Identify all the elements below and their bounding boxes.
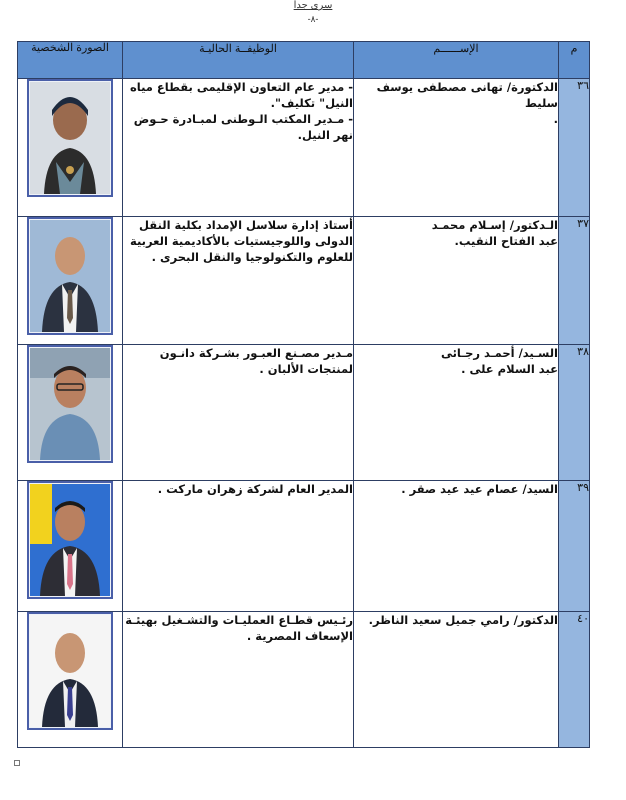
job-line: - مـدير المكتب الـوطنى لمبـادرة حـوض (133, 112, 353, 126)
job-line: لمنتجات الألبان . (259, 362, 353, 376)
job-line: المدير العام لشركة زهران ماركت . (157, 482, 353, 496)
name-cell (354, 345, 559, 481)
table-row (18, 612, 590, 748)
column-header-number: م (559, 42, 590, 79)
classification-label: سرى جدا (293, 0, 333, 11)
name-line: عبد السلام على . (461, 362, 558, 376)
portrait-photo (27, 345, 113, 463)
job-line: الإسعاف المصرية . (246, 629, 353, 643)
portrait-man-icon (30, 220, 110, 332)
portrait-man-icon (30, 615, 110, 727)
row-number: ٣٦ (559, 79, 590, 217)
portrait-photo (27, 481, 113, 599)
portrait-woman-icon (30, 82, 110, 194)
name-cell (354, 79, 559, 217)
name-line: السـيد/ أحمـد رجـائى (440, 346, 558, 360)
job-cell (123, 345, 354, 481)
table-header-row (18, 42, 590, 79)
name-line: عبد الفتاح النقيب. (454, 234, 558, 248)
name-line: . (553, 112, 558, 126)
name-cell (354, 481, 559, 612)
corner-mark (14, 760, 20, 766)
job-cell (123, 217, 354, 345)
row-number: ٣٩ (559, 481, 590, 612)
table-row (18, 345, 590, 481)
portrait-photo (27, 217, 113, 335)
job-cell (123, 79, 354, 217)
photo-cell (18, 481, 123, 612)
job-cell (123, 612, 354, 748)
photo-cell (18, 612, 123, 748)
job-line: أستاذ إدارة سلاسل الإمداد بكلية النقل (139, 218, 353, 232)
job-line: الدولى واللوجيستيات بالأكاديمية العربية (130, 234, 353, 248)
portrait-photo (27, 79, 113, 197)
column-header-job: الوظيفــة الحاليـة (123, 42, 354, 79)
job-cell (123, 481, 354, 612)
personnel-table (17, 41, 590, 748)
photo-cell (18, 79, 123, 217)
name-line: الـدكتور/ إسـلام محمـد (431, 218, 558, 232)
row-number: ٣٧ (559, 217, 590, 345)
row-number: ٤٠ (559, 612, 590, 748)
portrait-man-icon (30, 348, 110, 460)
photo-cell (18, 217, 123, 345)
job-line: - مدير عام التعاون الإقليمى بقطاع مياه (129, 80, 353, 94)
name-cell (354, 217, 559, 345)
job-line: للعلوم والتكنولوجيا والنقل البحرى . (151, 250, 353, 264)
name-line: الدكتورة/ تهانى مصطفى يوسف سليط (376, 80, 558, 110)
job-line: النيل" تكليف". (270, 96, 353, 110)
portrait-photo (27, 612, 113, 730)
row-number: ٣٨ (559, 345, 590, 481)
photo-cell (18, 345, 123, 481)
name-line: الدكتور/ رامي جميل سعيد الناظر. (368, 613, 558, 627)
name-cell (354, 612, 559, 748)
job-line: مـدير مصـنع العبـور بشـركة دانـون (159, 346, 353, 360)
column-header-photo: الصورة الشخصية (18, 42, 123, 79)
table-row (18, 79, 590, 217)
table-row (18, 217, 590, 345)
table-row (18, 481, 590, 612)
name-line: السيد/ عصام عيد عيد صقر . (401, 482, 558, 496)
column-header-name: الإســــــم (354, 42, 559, 79)
job-line: رئـيس قطـاع العمليـات والتشـغيل بهيئـة (125, 613, 353, 627)
page-number: -٨- (307, 14, 319, 24)
job-line: نهر النيل. (297, 128, 353, 142)
portrait-man-icon (30, 484, 110, 596)
